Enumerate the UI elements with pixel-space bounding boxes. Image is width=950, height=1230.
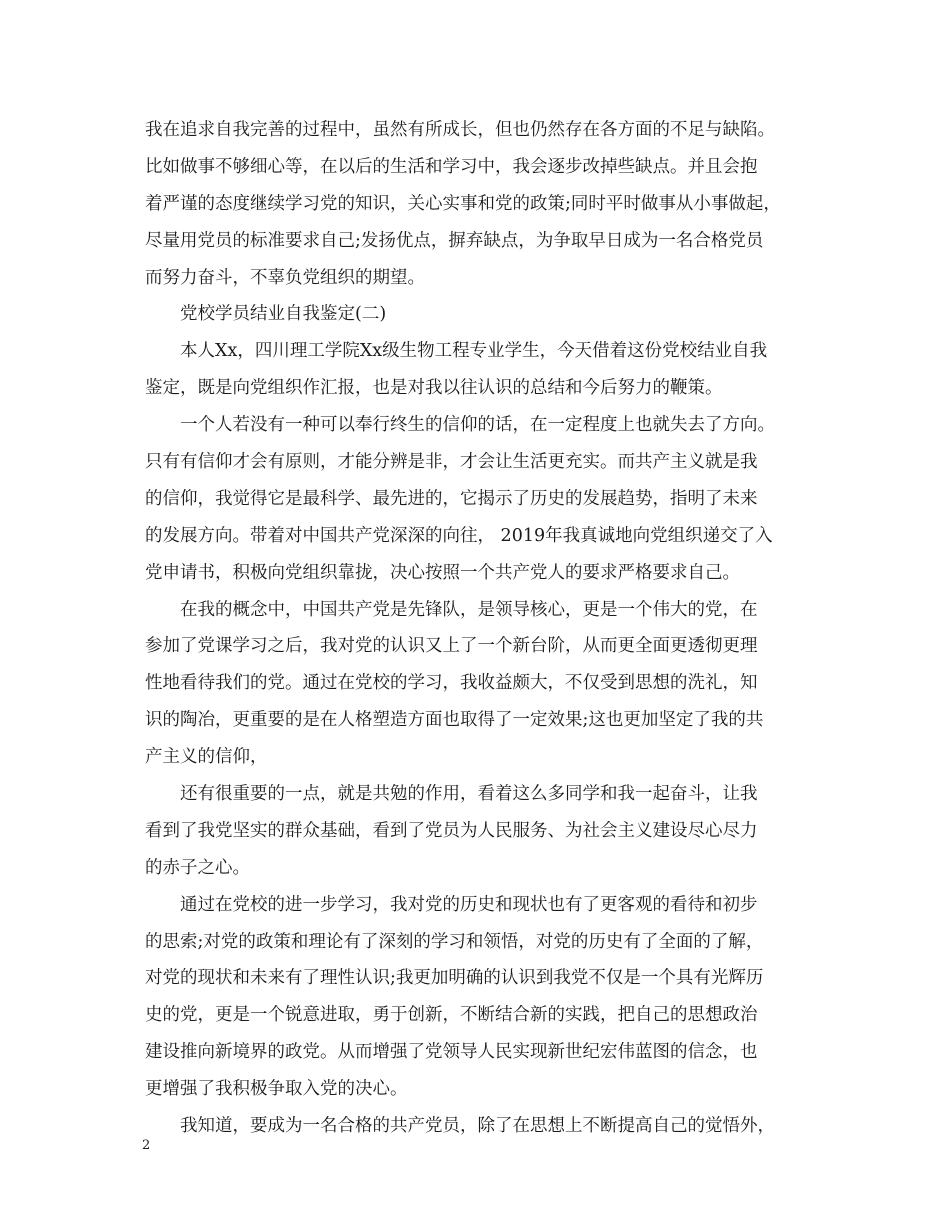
text-line: 在我的概念中，中国共产党是先锋队，是领导核心，更是一个伟大的党，在: [180, 599, 758, 620]
text-line: 还有很重要的一点，就是共勉的作用，看着这么多同学和我一起奋斗，让我: [180, 784, 758, 805]
text-line: 通过在党校的进一步学习，我对党的历史和现状也有了更客观的看待和初步: [180, 894, 758, 915]
text-line: 的发展方向。带着对中国共产党深深的向往， 2019年我真诚地向党组织递交了入: [145, 525, 773, 546]
text-line: 的赤子之心。: [145, 857, 250, 878]
text-line: 比如做事不够细心等，在以后的生活和学习中，我会逐步改掉些缺点。并且会抱: [145, 156, 758, 177]
text-line: 产主义的信仰，: [145, 747, 268, 768]
text-line: 我在追求自我完善的过程中，虽然有所成长，但也仍然存在各方面的不足与缺陷。: [145, 120, 775, 140]
text-line: 识的陶冶，更重要的是在人格塑造方面也取得了一定效果;这也更加坚定了我的共: [145, 710, 764, 731]
text-line: 对党的现状和未来有了理性认识;我更加明确的认识到我党不仅是一个具有光辉历: [145, 968, 764, 989]
text-line: 一个人若没有一种可以奉行终生的信仰的话，在一定程度上也就失去了方向。: [180, 415, 775, 436]
text-line: 党申请书，积极向党组织靠拢，决心按照一个共产党人的要求严格要求自己。: [145, 562, 740, 583]
section-heading: 党校学员结业自我鉴定(二): [180, 304, 387, 325]
text-line: 性地看待我们的党。通过在党校的学习，我收益颇大，不仅受到思想的洗礼，知: [145, 673, 758, 694]
text-line: 尽量用党员的标准要求自己;发扬优点，摒弃缺点，为争取早日成为一名合格党员: [145, 230, 764, 251]
text-line: 鉴定，既是向党组织作汇报，也是对我以往认识的总结和今后努力的鞭策。: [145, 378, 723, 399]
text-line: 我知道，要成为一名合格的共产党员，除了在思想上不断提高自己的觉悟外，: [180, 1116, 775, 1137]
text-line: 只有有信仰才会有原则，才能分辨是非，才会让生活更充实。而共产主义就是我: [145, 452, 758, 473]
text-line: 更增强了我积极争取入党的决心。: [145, 1079, 408, 1100]
text-line: 的思索;对党的政策和理论有了深刻的学习和领悟，对党的历史有了全面的了解，: [145, 931, 764, 952]
text-line: 史的党，更是一个锐意进取，勇于创新，不断结合新的实践，把自己的思想政治: [145, 1005, 758, 1026]
page-number: 2: [142, 1138, 151, 1153]
text-line: 而努力奋斗，不辜负党组织的期望。: [145, 267, 425, 288]
text-line: 看到了我党坚实的群众基础，看到了党员为人民服务、为社会主义建设尽心尽力: [145, 820, 758, 841]
text-line: 建设推向新境界的政党。从而增强了党领导人民实现新世纪宏伟蓝图的信念，也: [145, 1042, 758, 1063]
text-line: 的信仰，我觉得它是最科学、最先进的，它揭示了历史的发展趋势，指明了未来: [145, 488, 758, 509]
text-line: 参加了党课学习之后，我对党的认识又上了一个新台阶，从而更全面更透彻更理: [145, 636, 758, 657]
text-line: 着严谨的态度继续学习党的知识，关心实事和党的政策;同时平时做事从小事做起，: [145, 193, 781, 214]
document-body: [145, 112, 825, 1145]
text-line: 本人Xx，四川理工学院Xx级生物工程专业学生，今天借着这份党校结业自我: [180, 341, 768, 362]
